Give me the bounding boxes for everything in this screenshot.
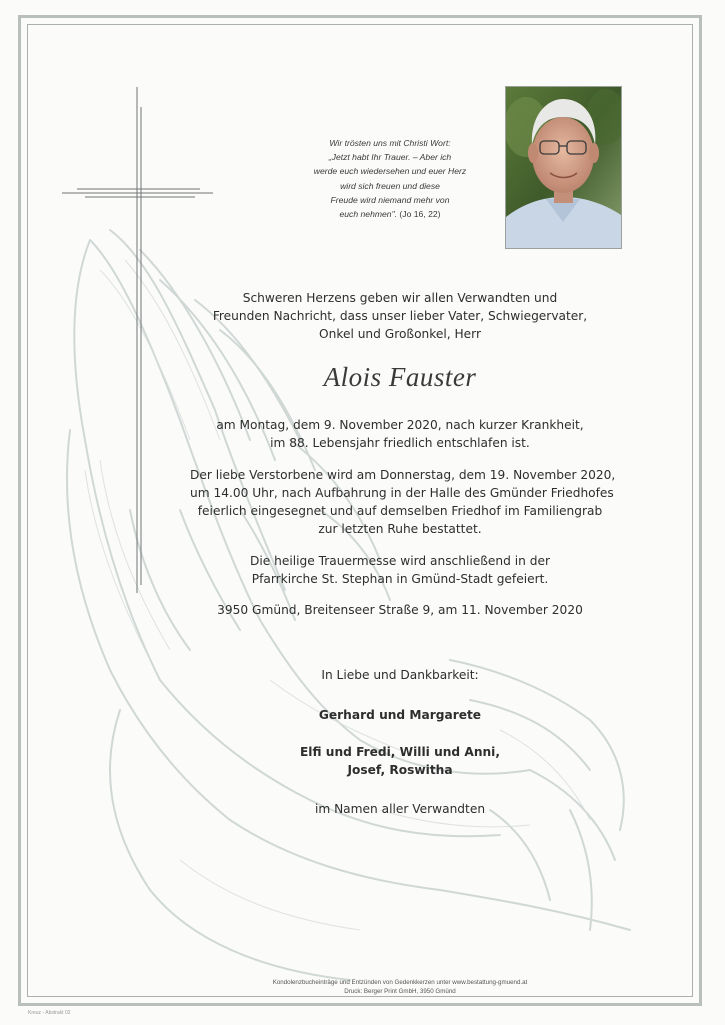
funeral-line: um 14.00 Uhr, nach Aufbahrung in der Halle des Gmünder Friedhofes <box>190 486 614 500</box>
place-date-text: 3950 Gmünd, Breitenseer Straße 9, am 11. November 2020 <box>217 603 583 617</box>
funeral-line: Der liebe Verstorbene wird am Donnerstag, dem 19. November 2020, <box>190 468 616 482</box>
mourners-group-2 <box>190 743 610 779</box>
funeral-details <box>190 466 616 538</box>
quote-line: Freude wird niemand mehr von <box>330 194 450 205</box>
deceased-name: Alois Fauster <box>323 362 477 392</box>
footer <box>190 978 610 996</box>
quote-reference: (Jo 16, 22) <box>399 209 441 220</box>
intro-line: Freunden Nachricht, dass unser lieber Vater, Schwiegervater, <box>212 309 588 323</box>
portrait-photo <box>505 86 622 249</box>
mourner-names: Josef, Roswitha <box>347 763 453 777</box>
mass-details <box>190 552 610 588</box>
bible-quote <box>300 136 480 221</box>
quote-line: euch nehmen". <box>339 209 398 220</box>
on-behalf-text: im Namen aller Verwandten <box>314 802 486 816</box>
death-announcement <box>190 416 610 452</box>
footer-line: Kondolenzbucheinträge und Entzünden von Gedenkkerzen unter www.bestattung-gmuend.at <box>272 979 528 986</box>
on-behalf <box>190 800 610 818</box>
mourner-names: Gerhard und Margarete <box>318 708 482 722</box>
funeral-line: zur letzten Ruhe bestattet. <box>318 522 482 536</box>
quote-line: Wir trösten uns mit Christi Wort: <box>329 138 451 148</box>
death-line: im 88. Lebensjahr friedlich entschlafen ist. <box>270 436 530 450</box>
funeral-line: feierlich eingesegnet und auf demselben Friedhof im Familiengrab <box>197 504 603 518</box>
closing-text: In Liebe und Dankbarkeit: <box>321 668 479 682</box>
closing-phrase <box>190 666 610 684</box>
quote-line: werde euch wiedersehen und euer Herz <box>313 166 467 177</box>
intro-line: Onkel und Großonkel, Herr <box>319 327 481 341</box>
quote-line: wird sich freuen und diese <box>340 180 440 191</box>
mourners-group-1 <box>190 706 610 724</box>
intro-line: Schweren Herzens geben wir allen Verwandten und <box>242 291 558 305</box>
mass-line: Pfarrkirche St. Stephan in Gmünd-Stadt gefeiert. <box>251 572 549 586</box>
mourner-names: Elfi und Fredi, Willi und Anni, <box>299 745 500 759</box>
place-date <box>190 601 610 619</box>
death-line: am Montag, dem 9. November 2020, nach kurzer Krankheit, <box>216 418 584 432</box>
quote-line: „Jetzt habt Ihr Trauer. – Aber ich <box>328 152 452 163</box>
template-code: Kreuz - Abstrakt 02 <box>28 1010 71 1016</box>
mass-line: Die heilige Trauermesse wird anschließend in der <box>250 554 550 568</box>
footer-line: Druck: Berger Print GmbH, 3950 Gmünd <box>344 988 456 995</box>
intro-text <box>190 289 610 343</box>
